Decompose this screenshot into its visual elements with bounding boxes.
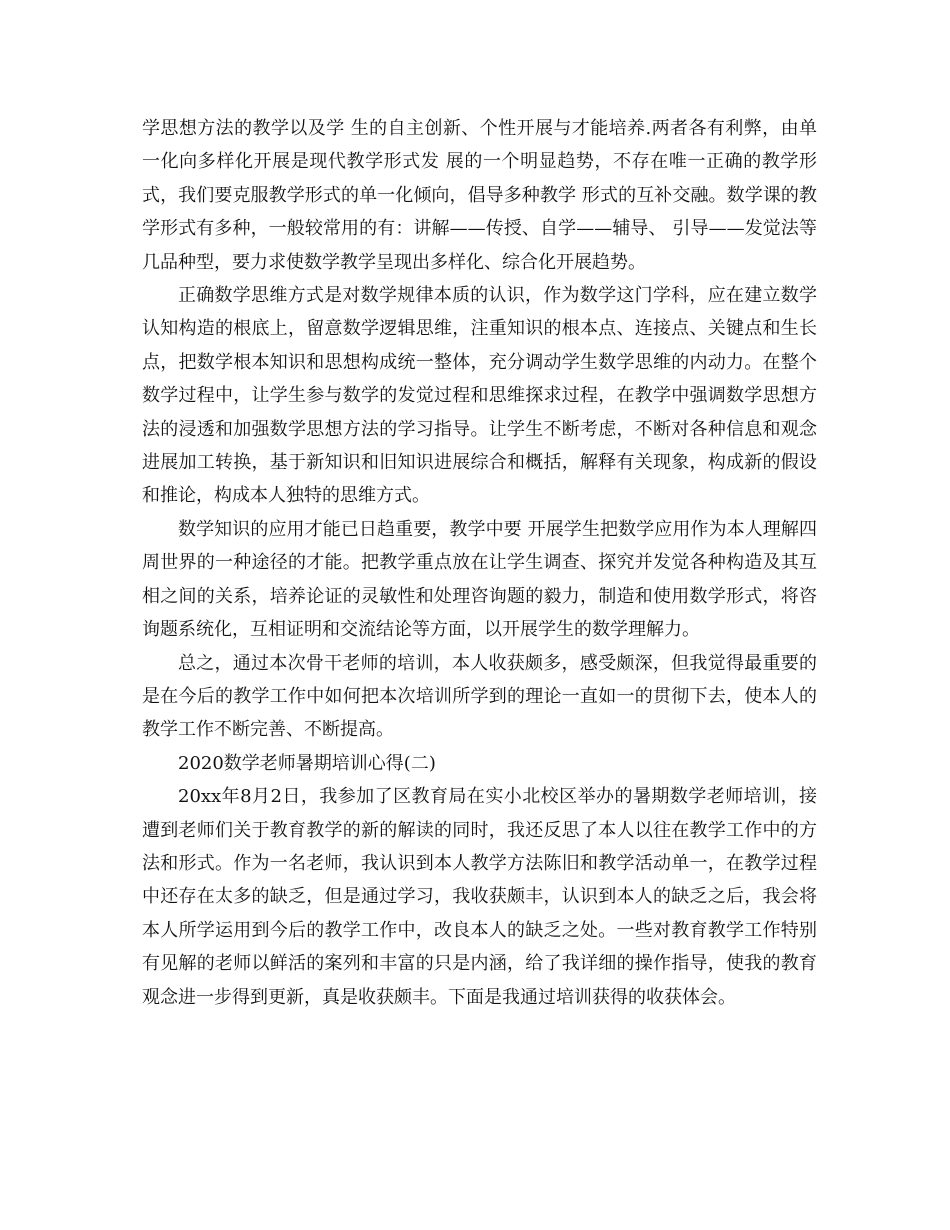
paragraph-thinking-method: 正确数学思维方式是对数学规律本质的认识，作为数学这门学科，应在建立数学认知构造的根底上，留意数学逻辑思维，注重知识的根本点、连接点、关键点和生长点，把数学根本知识和思想构成统一整体，充分调动学生数学思维的内动力。在整个数学过程中，让学生参与数学的发觉过程和思维探求过程，在教学中强调数学思想方法的浸透和加强数学思想方法的学习指导。让学生不断考虑，不断对各种信息和观念进展加工转换，基于新知识和旧知识进展综合和概括，解释有关现象，构成新的假设和推论，构成本人独特的思维方式。 (142, 285, 817, 507)
paragraph-conclusion: 总之，通过本次骨干老师的培训，本人收获颇多，感受颇深，但我觉得最重要的是在今后的教学工作中如何把本次培训所学到的理论一直如一的贯彻下去，使本人的教学工作不断完善、不断提高。 (142, 652, 817, 741)
document-page (142, 112, 817, 1014)
paragraph-part-two-intro: 20xx年8月2日，我参加了区教育局在实小北校区举办的暑期数学老师培训，接遭到老师们关于教育教学的新的解读的同时，我还反思了本人以往在教学工作中的方法和形式。作为一名老师，我认识到本人教学方法陈旧和教学活动单一，在教学过程中还存在太多的缺乏，但是通过学习，我收获颇丰，认识到本人的缺乏之后，我会将本人所学运用到今后的教学工作中，改良本人的缺乏之处。一些对教育教学工作特别有见解的老师以鲜活的案列和丰富的只是内涵，给了我详细的操作指导，使我的教育观念进一步得到更新，真是收获颇丰。下面是我通过培训获得的收获体会。 (142, 786, 817, 1008)
paragraph-application: 数学知识的应用才能已日趋重要，教学中要 开展学生把数学应用作为本人理解四周世界的一种途径的才能。把教学重点放在让学生调查、探究并发觉各种构造及其互相之间的关系，培养论证的灵敏性和处理咨询题的毅力，制造和使用数学形式，将咨询题系统化，互相证明和交流结论等方面，以开展学生的数学理解力。 (142, 518, 817, 641)
section-heading: 2020数学老师暑期培训心得(二) (178, 752, 436, 774)
paragraph-continued: 学思想方法的教学以及学 生的自主创新、个性开展与才能培养.两者各有利弊，由单一化向多样化开展是现代教学形式发 展的一个明显趋势，不存在唯一正确的教学形式，我们要克服教学形式的单一化倾向，倡导多种教学 形式的互补交融。数学课的教学形式有多种，一般较常用的有：讲解——传授、自学——辅导、 引导——发觉法等几品种型，要力求使数学教学呈现出多样化、综合化开展趋势。 (142, 118, 817, 273)
